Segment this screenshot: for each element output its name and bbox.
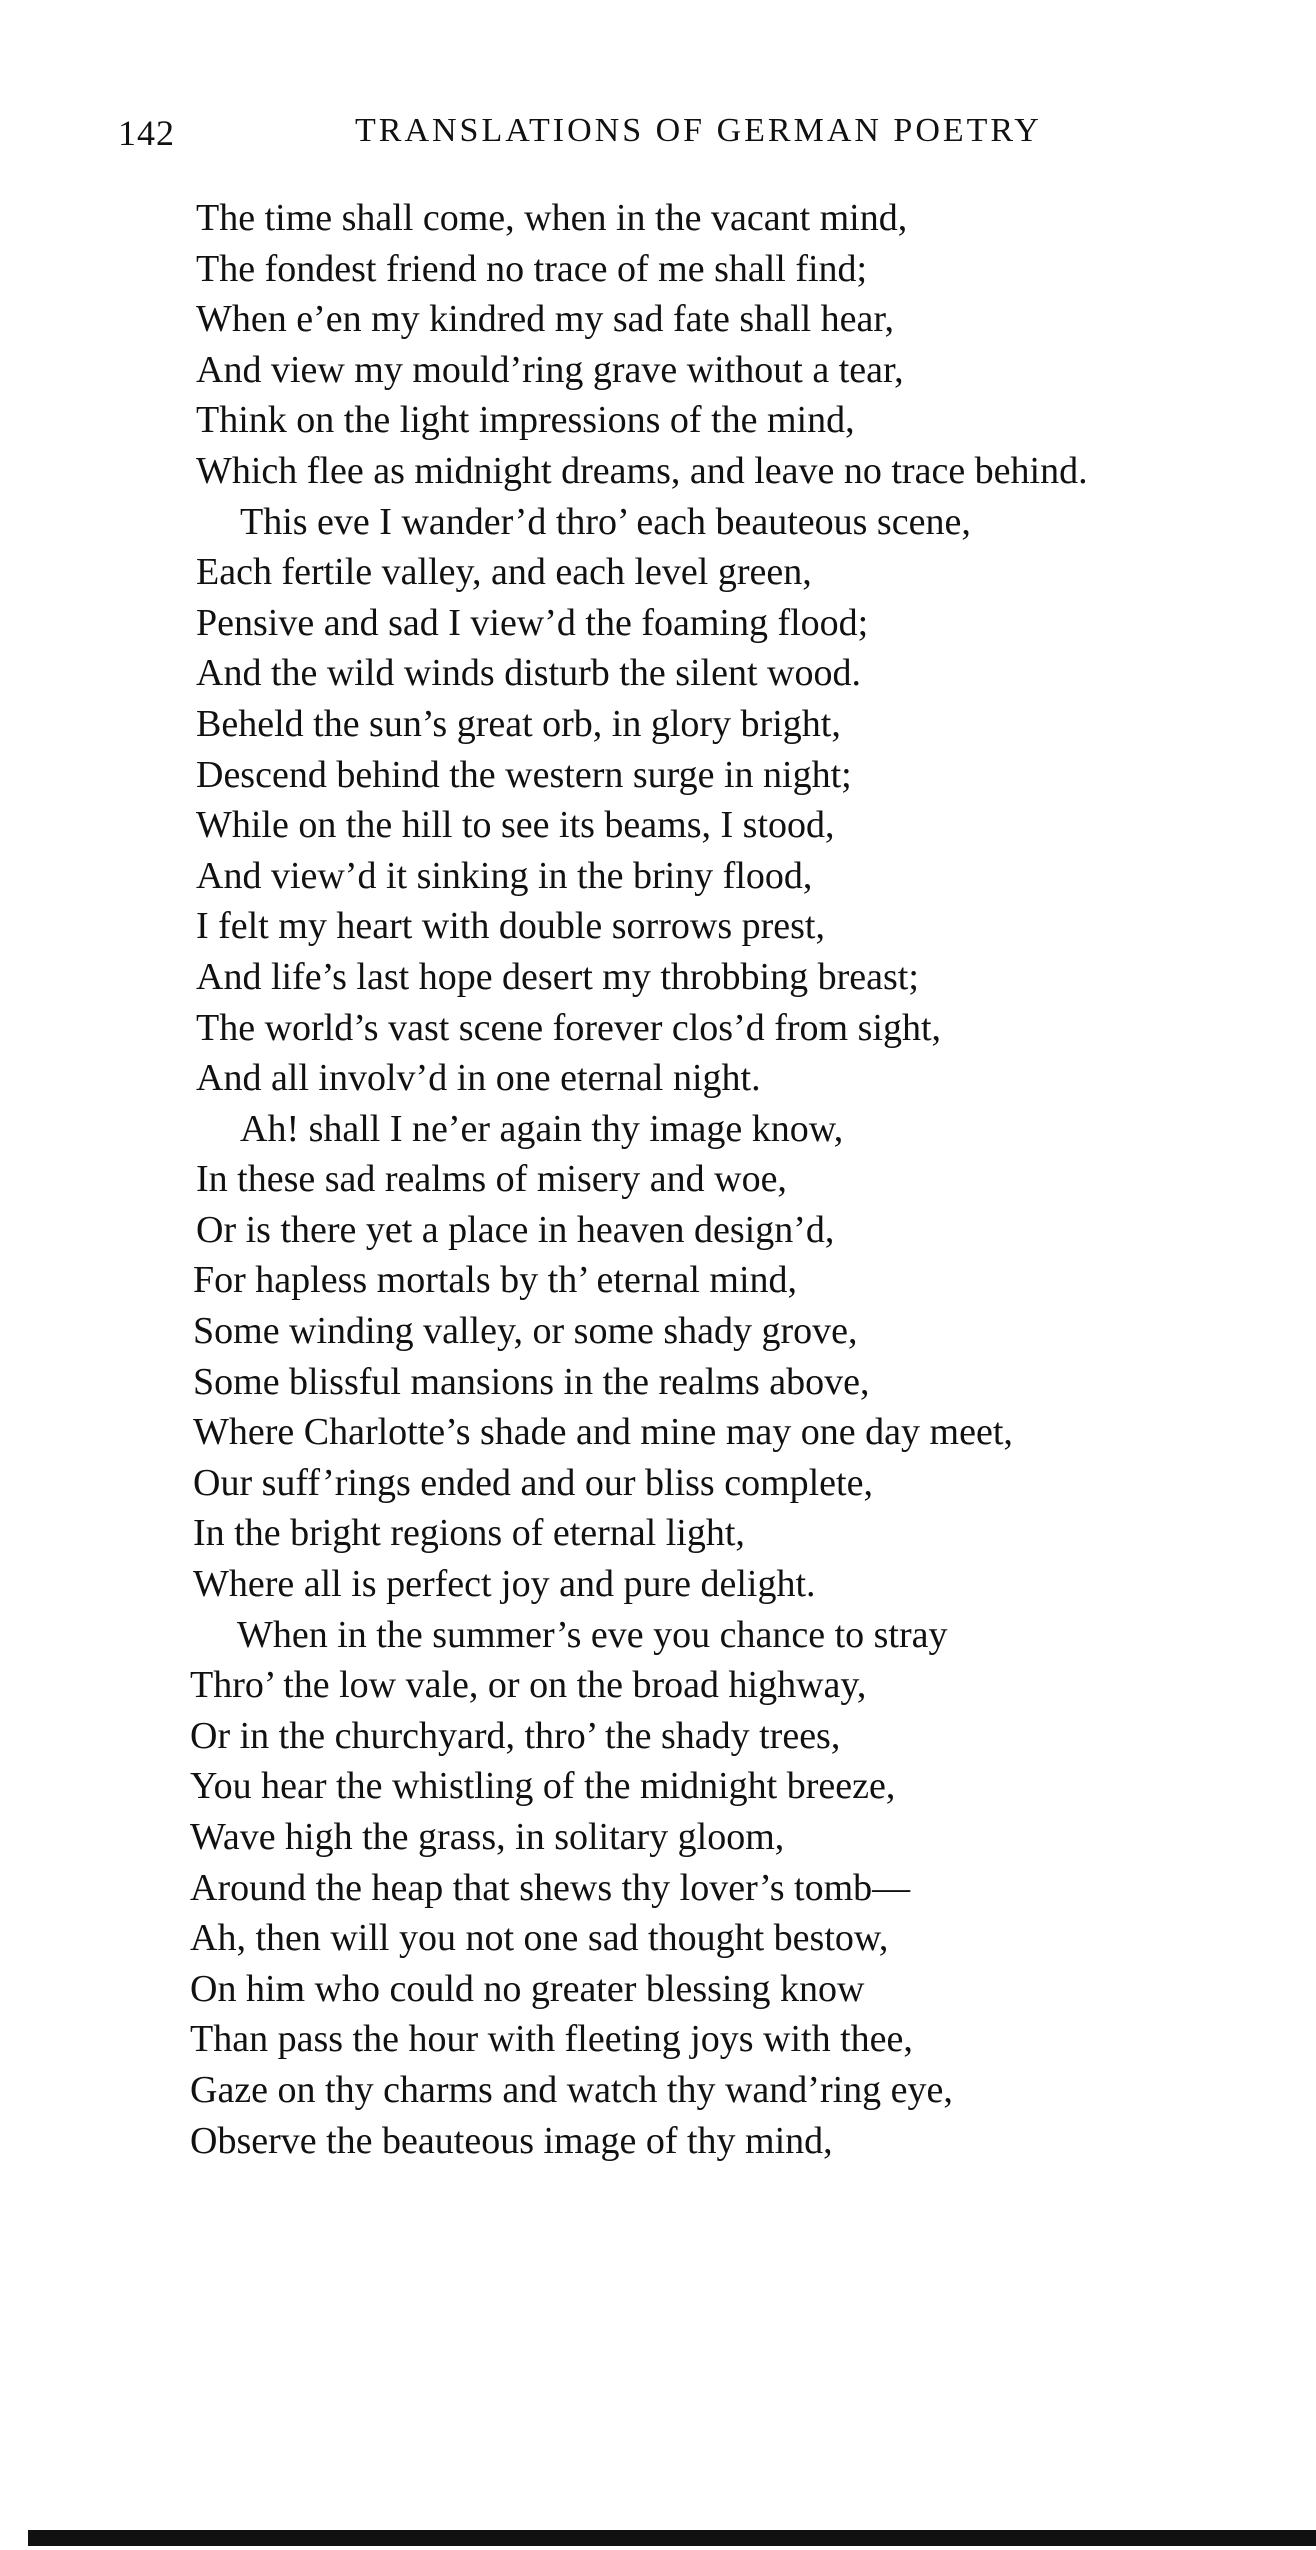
poem-line: The world’s vast scene forever clos’d from sight, (196, 1006, 942, 1049)
poem-line: Pensive and sad I view’d the foaming flood; (196, 601, 869, 644)
poem-line: In the bright regions of eternal light, (193, 1512, 745, 1555)
bottom-rule (28, 2530, 1316, 2546)
poem-line: The time shall come, when in the vacant mind, (196, 197, 908, 239)
poem-line: Where all is perfect joy and pure delight. (193, 1563, 816, 1606)
poem-line: Each fertile valley, and each level green, (196, 551, 812, 594)
poem-text (190, 193, 1088, 2166)
poem-line: Or in the churchyard, thro’ the shady trees, (190, 1714, 841, 1757)
poem-line: Thro’ the low vale, or on the broad highway, (190, 1664, 867, 1707)
poem-line: And life’s last hope desert my throbbing breast; (196, 955, 919, 998)
page-number: 142 (118, 113, 175, 153)
poem-line: And view my mould’ring grave without a tear, (196, 348, 904, 391)
running-head: TRANSLATIONS OF GERMAN POETRY (355, 112, 1042, 149)
poem-line: Some winding valley, or some shady grove, (193, 1310, 858, 1353)
poem-line: Observe the beauteous image of thy mind, (190, 2119, 833, 2162)
poem-line: And the wild winds disturb the silent wood. (196, 652, 861, 695)
poem-line: You hear the whistling of the midnight breeze, (190, 1765, 896, 1808)
poem-line: And view’d it sinking in the briny flood, (196, 854, 813, 897)
poem-line: For hapless mortals by th’ eternal mind, (193, 1259, 798, 1302)
poem-line: On him who could no greater blessing know (190, 1967, 865, 2010)
poem-line-stanza-start: When in the summer’s eve you chance to stray (237, 1613, 948, 1656)
poem-line: Or is there yet a place in heaven design’d, (196, 1208, 835, 1251)
poem-line: Which flee as midnight dreams, and leave no trace behind. (196, 449, 1088, 492)
poem-line: Gaze on thy charms and watch thy wand’ring eye, (190, 2068, 953, 2111)
poem-line: While on the hill to see its beams, I stood, (196, 804, 835, 847)
poem-line-stanza-start: Ah! shall I ne’er again thy image know, (240, 1107, 844, 1150)
poem-line: Our suff’rings ended and our bliss complete, (193, 1461, 873, 1504)
poem-line-stanza-start: This eve I wander’d thro’ each beauteous scene, (240, 500, 971, 543)
poem-line: Beheld the sun’s great orb, in glory bright, (196, 702, 841, 745)
poem-line: Around the heap that shews thy lover’s tomb— (190, 1866, 911, 1909)
poem-line: Where Charlotte’s shade and mine may one day meet, (193, 1411, 1013, 1454)
poem-line: In these sad realms of misery and woe, (196, 1158, 787, 1201)
poem-line: The fondest friend no trace of me shall find; (196, 247, 868, 290)
poem-line: When e’en my kindred my sad fate shall hear, (196, 298, 895, 341)
poem-line: Than pass the hour with fleeting joys with thee, (190, 2018, 913, 2061)
poem-line: Some blissful mansions in the realms above, (193, 1360, 870, 1403)
poem-line: Wave high the grass, in solitary gloom, (190, 1816, 785, 1858)
poem-line: Think on the light impressions of the mind, (196, 399, 855, 442)
poem-line: And all involv’d in one eternal night. (196, 1057, 761, 1100)
poem-line: Ah, then will you not one sad thought bestow, (190, 1917, 889, 1960)
poem-line: I felt my heart with double sorrows prest, (196, 905, 825, 948)
poem-line: Descend behind the western surge in night; (196, 753, 852, 796)
